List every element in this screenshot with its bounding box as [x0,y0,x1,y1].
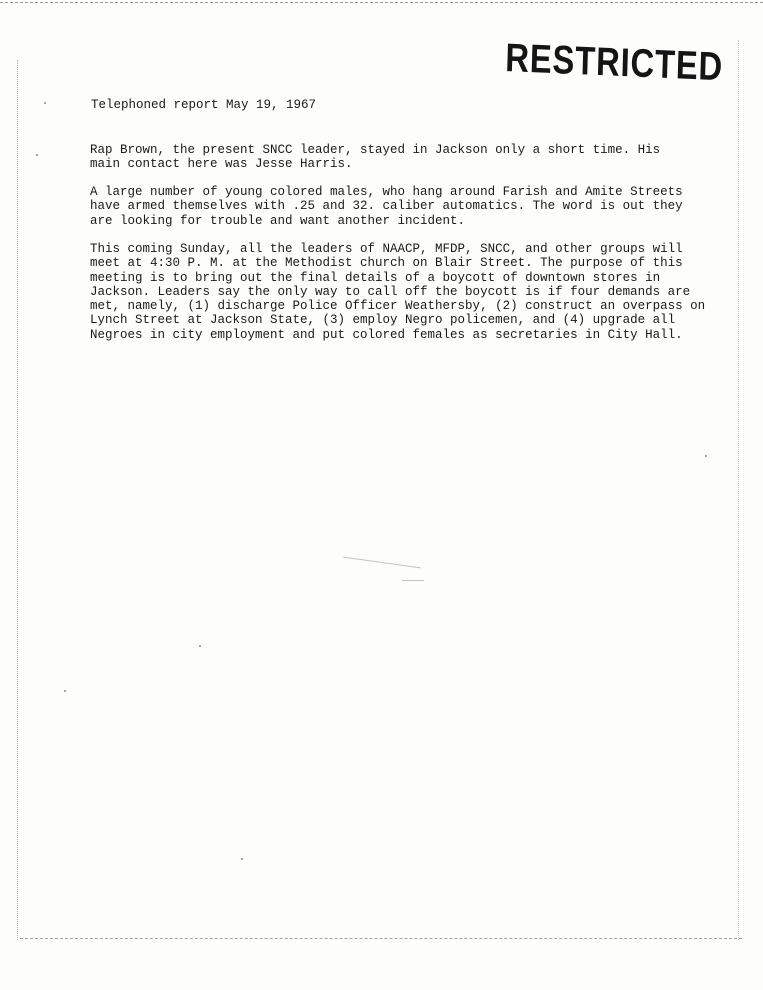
scan-speck [64,690,66,692]
scan-smudge [343,557,420,569]
scan-edge-left [17,60,18,940]
paragraph-line: met, namely, (1) discharge Police Officer Weathersby, (2) construct an overpass on [90,299,706,314]
restricted-stamp: RESTRICTED [504,36,724,90]
paragraph-3 [90,242,705,342]
scan-speck [241,858,243,860]
paragraph-line: Negroes in city employment and put colored females as secretaries in City Hall. [90,327,683,342]
paragraph-line: meet at 4:30 P. M. at the Methodist church on Blair Street. The purpose of this [90,256,683,271]
paragraph-line: This coming Sunday, all the leaders of NAACP, MFDP, SNCC, and other groups will [90,242,683,256]
scan-edge-bottom [20,938,742,939]
paragraph-1 [90,143,660,172]
paragraph-2 [90,185,683,228]
scan-speck [199,645,201,647]
scan-edge-right [738,40,739,940]
scan-speck [44,102,46,104]
paragraph-line: Lynch Street at Jackson State, (3) employ Negro policemen, and (4) upgrade all [90,313,676,328]
scan-edge-top [0,2,763,3]
paragraph-line: are looking for trouble and want another incident. [90,213,466,228]
scan-speck [36,154,38,156]
paragraph-line: have armed themselves with .25 and 32. caliber automatics. The word is out they [90,199,683,214]
report-header: Telephoned report May 19, 1967 [91,98,317,112]
scan-smudge [402,580,424,581]
paragraph-line: Jackson. Leaders say the only way to call off the boycott is if four demands are [90,284,691,299]
scan-speck [705,455,707,457]
paragraph-line: Rap Brown, the present SNCC leader, stayed in Jackson only a short time. His [90,143,661,157]
paragraph-line: A large number of young colored males, who hang around Farish and Amite Streets [90,185,683,199]
paragraph-line: meeting is to bring out the final details of a boycott of downtown stores in [90,270,661,285]
paragraph-line: main contact here was Jesse Harris. [90,157,353,172]
